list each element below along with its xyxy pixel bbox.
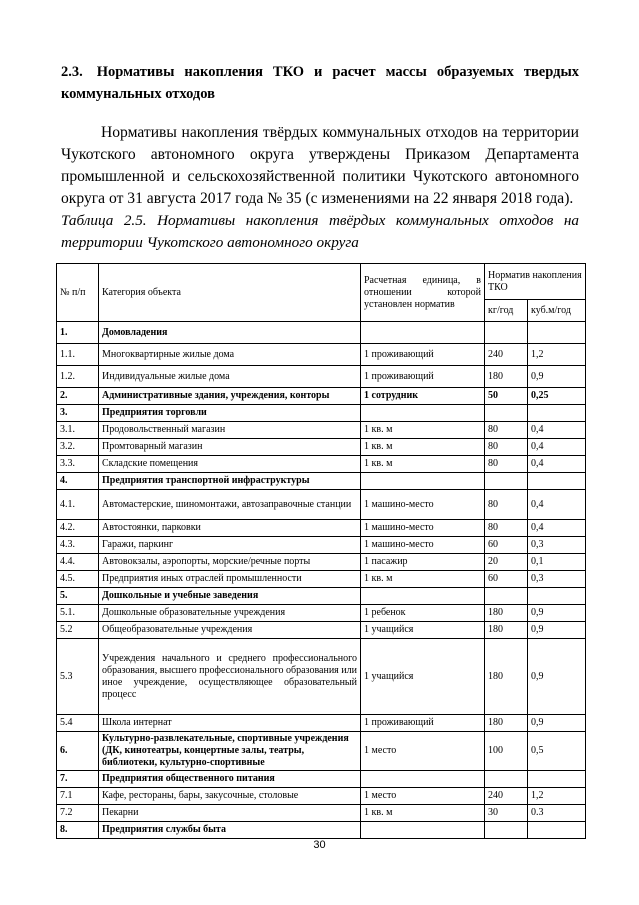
row-unit-cell: 1 проживающий <box>361 366 485 388</box>
row-category-cell: Домовладения <box>99 322 361 344</box>
row-category-cell: Автомастерские, шиномонтажи, автозаправочные станции <box>99 490 361 520</box>
row-unit-cell <box>361 405 485 422</box>
row-kg-cell: 60 <box>485 571 528 588</box>
row-m3-cell: 1,2 <box>528 344 586 366</box>
row-category-cell: Дошкольные и учебные заведения <box>99 588 361 605</box>
row-unit-cell: 1 сотрудник <box>361 388 485 405</box>
row-category-cell: Дошкольные образовательные учреждения <box>99 605 361 622</box>
row-num-cell: 6. <box>57 732 99 771</box>
row-unit-cell: 1 место <box>361 732 485 771</box>
table-row <box>57 422 586 439</box>
row-m3-cell: 0,4 <box>528 422 586 439</box>
row-unit-cell: 1 место <box>361 788 485 805</box>
row-unit-cell: 1 учащийся <box>361 622 485 639</box>
row-kg-cell <box>485 588 528 605</box>
row-num-cell: 7. <box>57 771 99 788</box>
row-m3-cell: 0,1 <box>528 554 586 571</box>
row-kg-cell <box>485 473 528 490</box>
row-unit-cell: 1 кв. м <box>361 456 485 473</box>
row-category-cell: Предприятия службы быта <box>99 822 361 839</box>
row-num-cell: 4.4. <box>57 554 99 571</box>
row-category-cell: Индивидуальные жилые дома <box>99 366 361 388</box>
row-category-cell: Автостоянки, парковки <box>99 520 361 537</box>
row-m3-cell: 0,4 <box>528 439 586 456</box>
row-unit-cell: 1 кв. м <box>361 422 485 439</box>
header-unit: Расчетная единица, в отношении которой установлен норматив <box>361 264 485 322</box>
row-num-cell: 3.2. <box>57 439 99 456</box>
row-unit-cell: 1 проживающий <box>361 715 485 732</box>
row-kg-cell: 100 <box>485 732 528 771</box>
row-category-cell: Предприятия торговли <box>99 405 361 422</box>
row-m3-cell <box>528 588 586 605</box>
row-num-cell: 4.1. <box>57 490 99 520</box>
table-row <box>57 388 586 405</box>
row-kg-cell: 60 <box>485 537 528 554</box>
row-num-cell: 4.3. <box>57 537 99 554</box>
row-kg-cell: 20 <box>485 554 528 571</box>
row-category-cell: Продовольственный магазин <box>99 422 361 439</box>
row-kg-cell: 180 <box>485 605 528 622</box>
row-num-cell: 4. <box>57 473 99 490</box>
row-kg-cell: 180 <box>485 366 528 388</box>
row-category-cell: Промтоварный магазин <box>99 439 361 456</box>
header-norm: Норматив накопления ТКО <box>485 264 586 300</box>
row-unit-cell: 1 проживающий <box>361 344 485 366</box>
row-m3-cell: 0,3 <box>528 571 586 588</box>
table-row <box>57 439 586 456</box>
row-num-cell: 5.4 <box>57 715 99 732</box>
table-caption: Таблица 2.5. Нормативы накопления твёрдых коммунальных отходов на территории Чукотского автономного округа <box>61 212 579 251</box>
row-m3-cell: 0,9 <box>528 366 586 388</box>
table-row <box>57 732 586 771</box>
row-num-cell: 4.2. <box>57 520 99 537</box>
table-row <box>57 554 586 571</box>
table-row <box>57 805 586 822</box>
row-m3-cell <box>528 473 586 490</box>
row-category-cell: Кафе, рестораны, бары, закусочные, столовые <box>99 788 361 805</box>
row-unit-cell: 1 ребенок <box>361 605 485 622</box>
row-kg-cell: 180 <box>485 715 528 732</box>
row-category-cell: Многоквартирные жилые дома <box>99 344 361 366</box>
row-num-cell: 5.2 <box>57 622 99 639</box>
table-row <box>57 788 586 805</box>
table-row <box>57 822 586 839</box>
table-row <box>57 571 586 588</box>
row-num-cell: 5. <box>57 588 99 605</box>
row-unit-cell <box>361 322 485 344</box>
row-num-cell: 4.5. <box>57 571 99 588</box>
row-category-cell: Школа интернат <box>99 715 361 732</box>
row-kg-cell: 80 <box>485 439 528 456</box>
row-unit-cell: 1 пасажир <box>361 554 485 571</box>
row-m3-cell: 0,4 <box>528 490 586 520</box>
table-row <box>57 639 586 715</box>
row-category-cell: Предприятия транспортной инфраструктуры <box>99 473 361 490</box>
row-unit-cell: 1 кв. м <box>361 571 485 588</box>
row-unit-cell: 1 машино-место <box>361 490 485 520</box>
row-num-cell: 2. <box>57 388 99 405</box>
table-row <box>57 344 586 366</box>
row-m3-cell: 0.3 <box>528 805 586 822</box>
row-kg-cell: 240 <box>485 788 528 805</box>
table-row <box>57 537 586 554</box>
header-num: № п/п <box>57 264 99 322</box>
row-m3-cell <box>528 771 586 788</box>
table-row <box>57 771 586 788</box>
row-category-cell: Культурно-развлекательные, спортивные учреждения (ДК, кинотеатры, концертные залы, театры, библиотеки, культурно-спортивные <box>99 732 361 771</box>
row-num-cell: 7.2 <box>57 805 99 822</box>
row-kg-cell: 30 <box>485 805 528 822</box>
row-kg-cell: 240 <box>485 344 528 366</box>
table-row <box>57 456 586 473</box>
row-m3-cell: 0,5 <box>528 732 586 771</box>
table-row <box>57 715 586 732</box>
row-m3-cell <box>528 322 586 344</box>
row-m3-cell: 0,9 <box>528 605 586 622</box>
page-number: 30 <box>313 839 326 851</box>
row-num-cell: 5.1. <box>57 605 99 622</box>
row-kg-cell: 80 <box>485 422 528 439</box>
row-kg-cell: 80 <box>485 456 528 473</box>
row-unit-cell: 1 учащийся <box>361 639 485 715</box>
row-num-cell: 3.1. <box>57 422 99 439</box>
row-kg-cell: 80 <box>485 490 528 520</box>
row-category-cell: Гаражи, паркинг <box>99 537 361 554</box>
row-kg-cell <box>485 405 528 422</box>
table-row <box>57 473 586 490</box>
row-unit-cell <box>361 588 485 605</box>
row-num-cell: 8. <box>57 822 99 839</box>
row-category-cell: Пекарни <box>99 805 361 822</box>
row-kg-cell: 180 <box>485 639 528 715</box>
row-m3-cell: 1,2 <box>528 788 586 805</box>
row-kg-cell <box>485 771 528 788</box>
row-m3-cell: 0,4 <box>528 520 586 537</box>
header-category: Категория объекта <box>99 264 361 322</box>
row-category-cell: Складские помещения <box>99 456 361 473</box>
table-row <box>57 322 586 344</box>
row-category-cell: Предприятия иных отраслей промышленности <box>99 571 361 588</box>
header-kg: кг/год <box>485 300 528 322</box>
row-category-cell: Учреждения начального и среднего профессионального образования, высшего профессионального образования или иное учреждение, осуществляющее образовательный процесс <box>99 639 361 715</box>
row-num-cell: 7.1 <box>57 788 99 805</box>
row-unit-cell <box>361 822 485 839</box>
row-unit-cell <box>361 473 485 490</box>
row-kg-cell <box>485 822 528 839</box>
row-unit-cell: 1 кв. м <box>361 439 485 456</box>
row-unit-cell <box>361 771 485 788</box>
row-num-cell: 3. <box>57 405 99 422</box>
section-title: Нормативы накопления ТКО и расчет массы образуемых твердых коммунальных отходов <box>61 64 580 102</box>
row-num-cell: 5.3 <box>57 639 99 715</box>
row-num-cell: 1.2. <box>57 366 99 388</box>
row-m3-cell: 0,9 <box>528 715 586 732</box>
table-row <box>57 605 586 622</box>
row-kg-cell: 180 <box>485 622 528 639</box>
row-num-cell: 3.3. <box>57 456 99 473</box>
row-m3-cell: 0,3 <box>528 537 586 554</box>
row-unit-cell: 1 машино-место <box>361 520 485 537</box>
table-row <box>57 520 586 537</box>
table-row <box>57 588 586 605</box>
norms-table <box>56 263 586 839</box>
row-m3-cell <box>528 822 586 839</box>
row-num-cell: 1. <box>57 322 99 344</box>
section-heading <box>61 61 579 105</box>
row-num-cell: 1.1. <box>57 344 99 366</box>
intro-paragraph: Нормативы накопления твёрдых коммунальных отходов на территории Чукотского автономного округа утверждены Приказом Департамента промышленной и сельскохозяйственной политики Чукотского автономного округа от 31 августа 2017 года № 35 (с изменениями на 22 января 2018 года). <box>61 124 579 207</box>
table-row <box>57 366 586 388</box>
row-category-cell: Административные здания, учреждения, конторы <box>99 388 361 405</box>
table-body <box>57 322 586 839</box>
row-unit-cell: 1 машино-место <box>361 537 485 554</box>
row-m3-cell: 0,9 <box>528 639 586 715</box>
row-kg-cell <box>485 322 528 344</box>
row-kg-cell: 50 <box>485 388 528 405</box>
table-row <box>57 622 586 639</box>
table-row <box>57 490 586 520</box>
row-m3-cell: 0,25 <box>528 388 586 405</box>
row-category-cell: Общеобразовательные учреждения <box>99 622 361 639</box>
row-category-cell: Автовокзалы, аэропорты, морские/речные порты <box>99 554 361 571</box>
row-m3-cell: 0,4 <box>528 456 586 473</box>
row-kg-cell: 80 <box>485 520 528 537</box>
table-row <box>57 405 586 422</box>
row-category-cell: Предприятия общественного питания <box>99 771 361 788</box>
section-number: 2.3. <box>61 64 83 80</box>
row-m3-cell: 0,9 <box>528 622 586 639</box>
header-m3: куб.м/год <box>528 300 586 322</box>
row-unit-cell: 1 кв. м <box>361 805 485 822</box>
row-m3-cell <box>528 405 586 422</box>
